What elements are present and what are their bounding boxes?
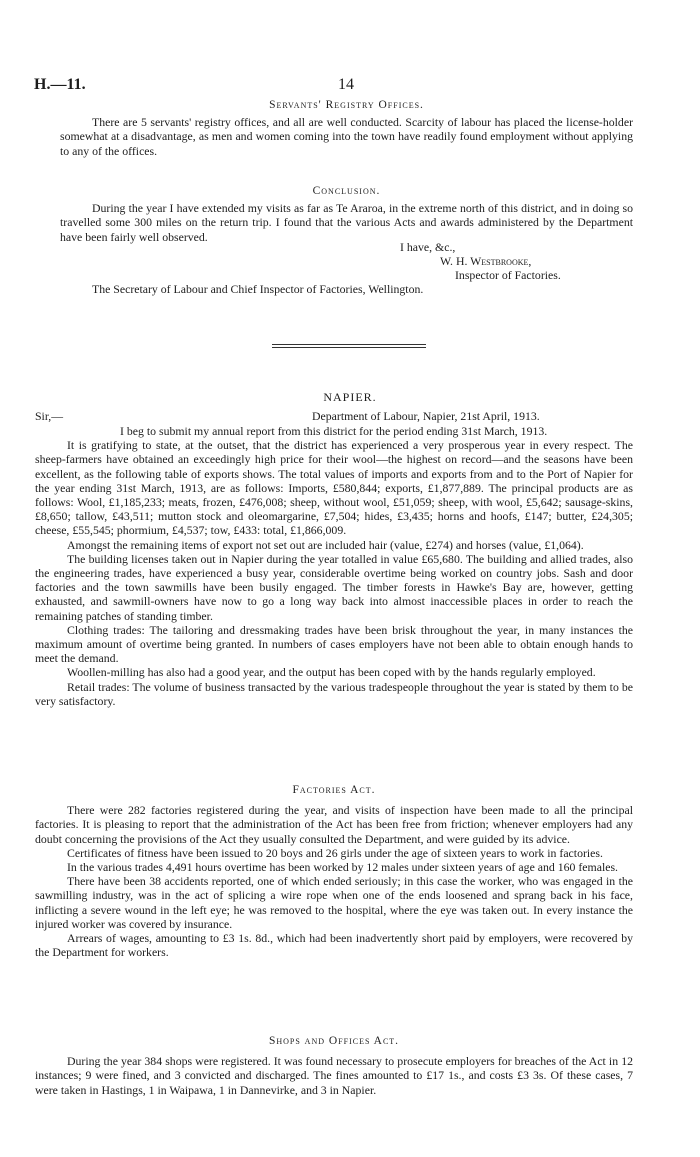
paragraph: Amongst the remaining items of export not set out are included hair (value, £274) and horses (value, £1,064). xyxy=(67,537,584,552)
paragraph: In the various trades 4,491 hours overtime has been worked by 12 males under sixteen years of age and 160 females. xyxy=(67,860,619,875)
conclusion-paragraph: During the year I have extended my visits as far as Te Araroa, in the extreme north of this district, and in doing so travelled some 300 miles on the return trip. I found that the various Acts and awards administered by the Department have been fairly well observed. xyxy=(60,201,633,244)
conclusion-section xyxy=(60,184,633,244)
conclusion-heading: Conclusion. xyxy=(312,185,381,197)
addressee: The Secretary of Labour and Chief Inspector of Factories, Wellington. xyxy=(92,282,424,296)
signer-name: W. H. Westbrooke, xyxy=(440,254,532,268)
signer-title: Inspector of Factories. xyxy=(455,268,561,282)
paragraph: Retail trades: The volume of business transacted by the various tradespeople throughout the year is stated by them to be very satisfactory. xyxy=(35,679,633,708)
servants-heading: Servants' Registry Offices. xyxy=(269,99,424,111)
paragraph: Arrears of wages, amounting to £3 1s. 8d., which had been inadvertently short paid by employers, were recovered by the Department for workers. xyxy=(35,931,633,960)
shops-section xyxy=(35,1034,633,1097)
shops-heading: Shops and Offices Act. xyxy=(268,1035,400,1047)
paragraph: There were 282 factories registered during the year, and visits of inspection have been made to all the principal factories. It is pleasing to report that the administration of the Act has been free from friction; whenever employers had any doubt concerning the provisions of the Act they usually consulted the Department, and were guided by its advice. xyxy=(35,803,633,846)
paragraph: Woollen-milling has also had a good year, and the output has been coped with by the hands regularly employed. xyxy=(67,665,596,680)
paragraph: During the year 384 shops were registered. It was found necessary to prosecute employers for breaches of the Act in 12 instances; 9 were fined, and 3 convicted and discharged. The fines amounted to £17 1s., and costs £3 3s. Of these cases, 7 were taken in Hastings, 1 in Waipawa, 1 in Dannevirke, and 3 in Napier. xyxy=(35,1054,633,1097)
department-dateline: Department of Labour, Napier, 21st April, 1913. xyxy=(312,409,540,423)
sign-off: I have, &c., xyxy=(400,240,456,254)
paragraph: There have been 38 accidents reported, one of which ended seriously; in this case the worker, who was engaged in the sawmilling industry, was in the act of splicing a wire rope when one of the ends loosened and sprang back in his face, inflicting a severe wound in the left eye; he was removed to the hospital, where the eye was taken out. In every instance the injured worker was covered by insurance. xyxy=(35,874,633,931)
factories-section xyxy=(35,783,633,959)
napier-body xyxy=(35,424,633,708)
paragraph: I beg to submit my annual report from this district for the period ending 31st March, 1913. xyxy=(120,424,548,438)
report-reference: H.—11. xyxy=(34,76,86,93)
paragraph: It is gratifying to state, at the outset, that the district has experienced a very prosperous year in every respect. The sheep-farmers have obtained an exceedingly high price for their wool—the highest on record—and the seasons have been excellent, as the following table of exports shows. The total values of imports and exports from and to the Port of Napier for the year ending 31st March, 1913, are as follows: Imports, £580,844; exports, £1,877,889. The principal products are as follows: Wool, £1,185,233; meats, frozen, £476,008; sheep, without wool, £51,059; sheep, with wool, £5,642; sausage-skins, £8,650; tallow, £43,511; mutton stock and oleomargarine, £7,504; hides, £3,435; horns and hoofs, £147; butter, £24,305; cheese, £55,545; phormium, £4,537; tow, £433: total, £1,866,009. xyxy=(35,438,633,538)
section-divider xyxy=(272,344,426,345)
section-divider xyxy=(272,347,426,348)
paragraph: Certificates of fitness have been issued to 20 boys and 26 girls under the age of sixteen years to work in factories. xyxy=(67,845,603,860)
salutation: Sir,— xyxy=(35,409,64,423)
factories-heading: Factories Act. xyxy=(292,784,376,796)
paragraph: Clothing trades: The tailoring and dressmaking trades have been brisk throughout the year, in many instances the maximum amount of overtime being granted. In numbers of cases employers have not been able to obtain enough hands to meet the demand. xyxy=(35,622,633,666)
napier-title: NAPIER. xyxy=(323,390,377,404)
servants-paragraph: There are 5 servants' registry offices, and all are well conducted. Scarcity of labour has placed the license-holder somewhat at a disadvantage, as men and women coming into the town have readily found employment without applying to any of the offices. xyxy=(60,115,633,158)
paragraph: The building licenses taken out in Napier during the year totalled in value £65,680. The building and allied trades, also the engineering trades, have experienced a busy year, considerable overtime being worked on country jobs. Sash and door factories and the town sawmills have been busily engaged. The timber forests in Hawke's Bay are, however, getting exhausted, and sawmill-owners have now to go a long way back into almost inaccessible places in order to reach the remaining patches of standing timber. xyxy=(35,551,633,623)
servants-section xyxy=(60,98,633,158)
page-number: 14 xyxy=(338,76,354,93)
